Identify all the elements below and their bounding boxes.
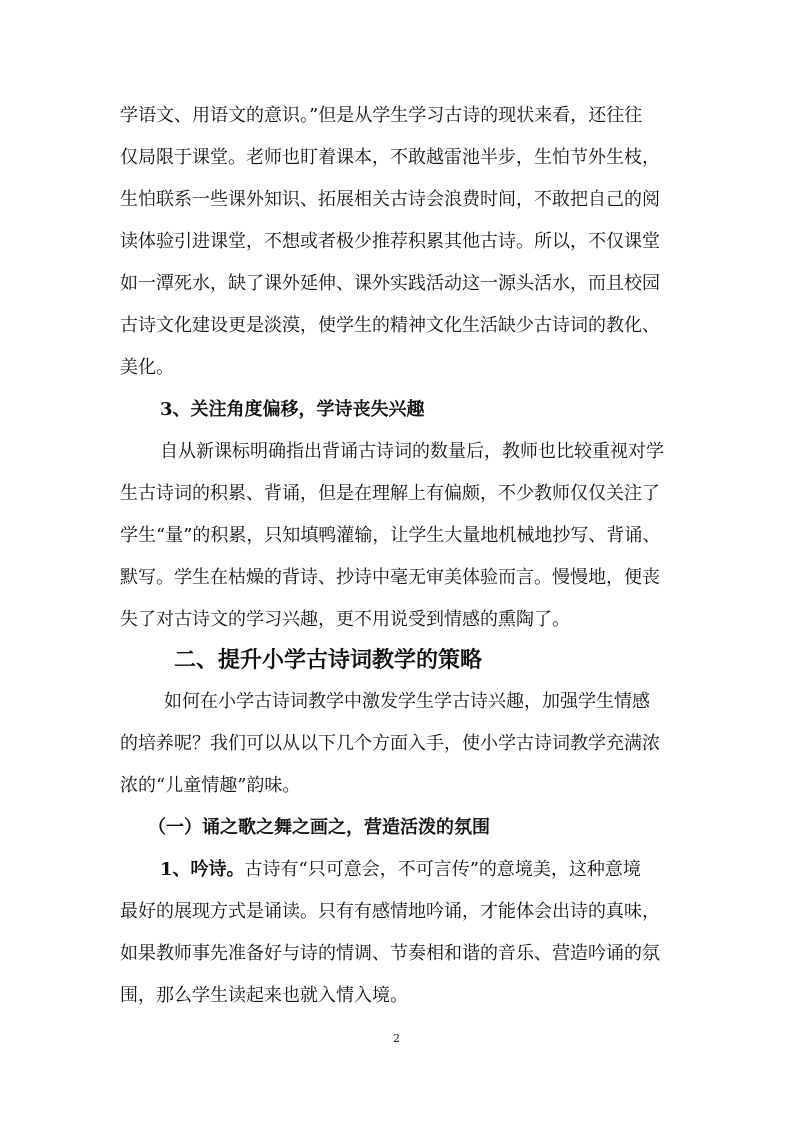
para3-line-3: 学生“量”的积累，只知填鸭灌输，让学生大量地机械地抄写、背诵、 (120, 525, 661, 546)
intro-line-3: 浓的“儿童情趣”韵味。 (120, 775, 301, 796)
para3-line-5: 失了对古诗文的学习兴趣，更不用说受到情感的熏陶了。 (120, 609, 570, 630)
item1-line-2: 最好的展现方式是诵读。只有有感情地吟诵，才能体会出诗的真味， (120, 901, 660, 922)
body-line-3: 生怕联系一些课外知识、拓展相关古诗会浪费时间，不敢把自己的阅 (120, 189, 660, 210)
subheading-1: （一）诵之歌之舞之画之，营造活泼的氛围 (148, 817, 490, 838)
body-line-7: 美化。 (120, 357, 174, 378)
item1-label: 1、吟诗。 (160, 859, 245, 880)
section-title: 二、提升小学古诗词教学的策略 (174, 647, 483, 673)
para3-line-4: 默写。学生在枯燥的背诗、抄诗中毫无审美体验而言。慢慢地，便丧 (120, 567, 660, 588)
body-line-2: 仅局限于课堂。老师也盯着课本，不敢越雷池半步，生怕节外生枝， (120, 147, 660, 168)
item1-first-line (160, 858, 641, 882)
item1-first-text: 古诗有“只可意会，不可言传”的意境美，这种意境 (244, 859, 641, 880)
subsection-heading-3: 3、关注角度偏移，学诗丧失兴趣 (160, 399, 425, 420)
intro-line-2: 的培养呢？我们可以从以下几个方面入手，使小学古诗词教学充满浓 (120, 733, 660, 754)
para3-line-1: 自从新课标明确指出背诵古诗词的数量后，教师也比较重视对学 (160, 441, 664, 462)
body-line-6: 古诗文化建设更是淡漠，使学生的精神文化生活缺少古诗词的教化、 (120, 315, 660, 336)
body-line-4: 读体验引进课堂，不想或者极少推荐积累其他古诗。所以，不仅课堂 (120, 231, 660, 252)
page-number: 2 (393, 1032, 400, 1045)
para3-line-2: 生古诗词的积累、背诵，但是在理解上有偏颇，不少教师仅仅关注了 (120, 483, 660, 504)
item1-line-3: 如果教师事先准备好与诗的情调、节奏相和谐的音乐、营造吟诵的氛 (120, 943, 660, 964)
body-line-1: 学语文、用语文的意识。”但是从学生学习古诗的现状来看，还往往 (120, 105, 643, 126)
item1-line-4: 围，那么学生读起来也就入情入境。 (120, 985, 408, 1006)
intro-line-1: 如何在小学古诗词教学中激发学生学古诗兴趣，加强学生情感 (164, 691, 650, 712)
body-line-5: 如一潭死水，缺了课外延伸、课外实践活动这一源头活水，而且校园 (120, 273, 660, 294)
